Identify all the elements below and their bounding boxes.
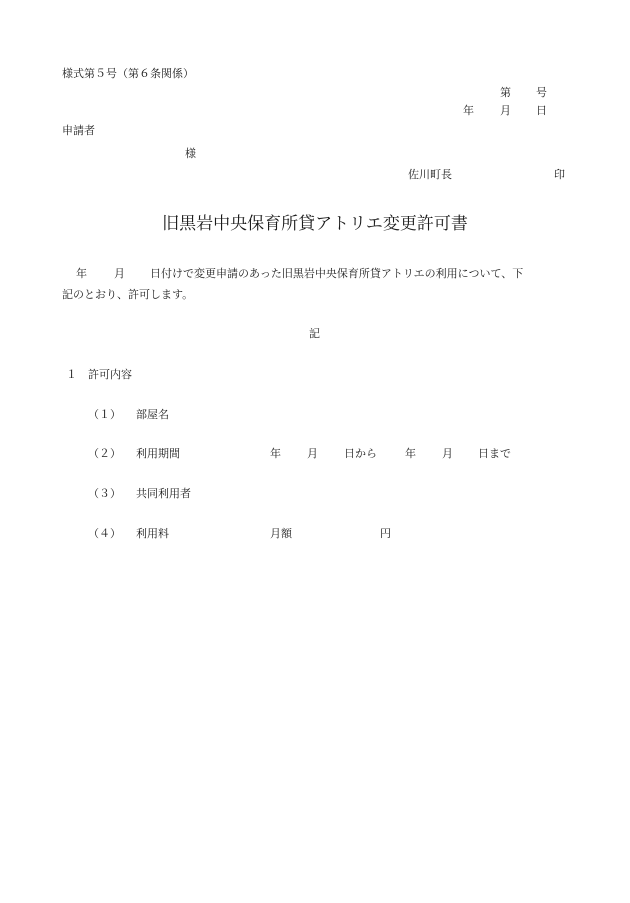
- document-title: 旧黒岩中央保育所貸アトリエ変更許可書: [162, 214, 468, 234]
- item-label-co-users: 共同利用者: [136, 487, 191, 500]
- body-line-2: 記のとおり、許可します。: [62, 288, 194, 301]
- date-month: 月: [500, 104, 511, 117]
- period-to-year: 年: [405, 447, 416, 460]
- ki-heading: 記: [309, 327, 320, 340]
- item-label-period: 利用期間: [136, 447, 180, 460]
- fee-monthly-label: 月額: [270, 527, 292, 540]
- issuer-name: 佐川町長: [408, 168, 452, 181]
- date-day: 日: [536, 104, 547, 117]
- form-number: 様式第５号（第６条関係）: [62, 67, 194, 80]
- seal-mark: 印: [554, 168, 565, 181]
- item-label-fee: 利用料: [136, 527, 169, 540]
- applicant-label: 申請者: [62, 124, 95, 137]
- period-to-day: 日まで: [478, 447, 511, 460]
- period-from-day: 日から: [344, 447, 377, 460]
- item-number: （３）: [88, 487, 121, 500]
- honorific: 様: [185, 147, 196, 160]
- item-number: （４）: [88, 527, 121, 540]
- date-year: 年: [463, 104, 474, 117]
- item-label-room: 部屋名: [136, 408, 169, 421]
- body-month: 月: [114, 267, 125, 280]
- item-number: （２）: [88, 447, 121, 460]
- section-number: １: [66, 368, 77, 381]
- period-from-month: 月: [307, 447, 318, 460]
- body-text-rest: 日付けで変更申請のあった旧黒岩中央保育所貸アトリエの利用について、下: [150, 267, 524, 280]
- doc-number-prefix: 第: [500, 86, 511, 99]
- period-from-year: 年: [270, 447, 281, 460]
- period-to-month: 月: [442, 447, 453, 460]
- item-number: （１）: [88, 408, 121, 421]
- section-label: 許可内容: [88, 368, 132, 381]
- fee-currency: 円: [380, 527, 391, 540]
- doc-number-suffix: 号: [536, 86, 547, 99]
- body-year: 年: [76, 267, 87, 280]
